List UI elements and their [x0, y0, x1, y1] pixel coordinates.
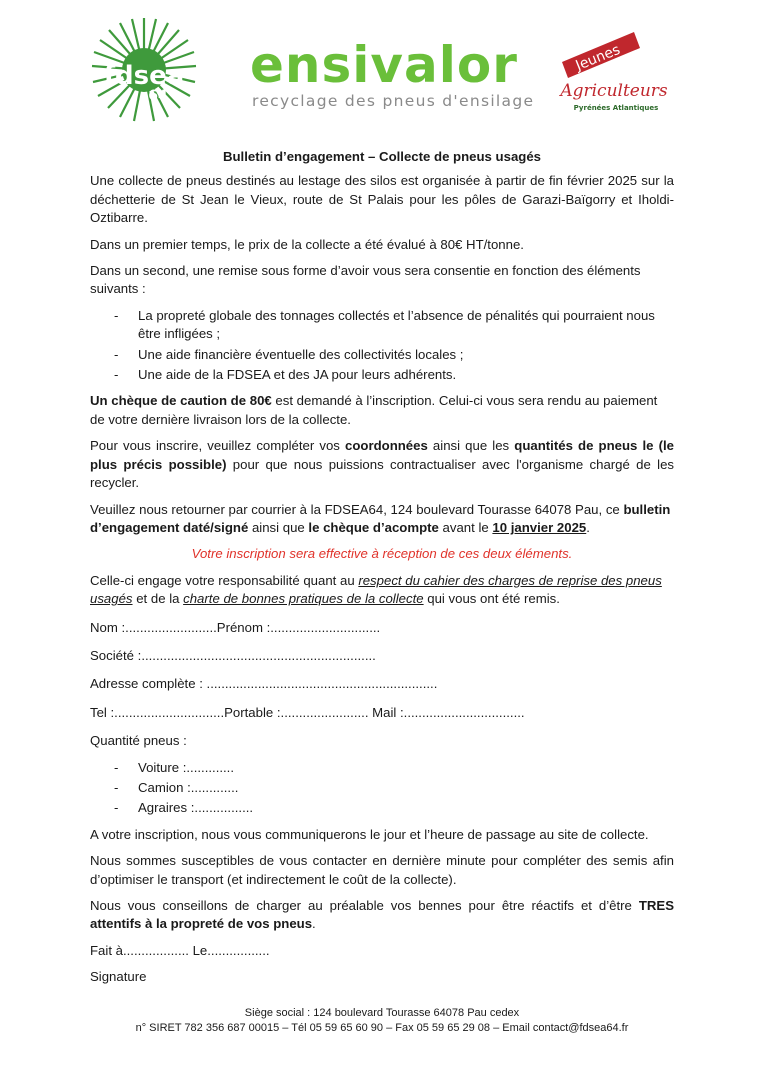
fdsea-logo-sub: 64	[148, 88, 168, 104]
return-text-a: Veuillez nous retourner par courrier à la FDSEA64, 124 boulevard Tourasse 64078 Pau, ce	[90, 501, 624, 517]
paragraph-intro: Une collecte de pneus destinés au lestage des silos est organisée à partir de fin février 2025 sur la déchetterie de St Jean le Vieux, route de St Palais pour les pôles de Garazi-Baïgorry et Iholdi-Oztibarre.	[90, 173, 674, 226]
return-text-e: avant le	[438, 519, 493, 535]
return-text-c: ainsi que	[248, 519, 309, 535]
register-text-c: ainsi que les	[427, 438, 515, 454]
fdsea-logo-text: fdsea	[103, 61, 185, 91]
ensivalor-logo	[240, 36, 535, 122]
return-cheque: le chèque d’acompte	[308, 519, 439, 535]
register-text-e: pour que nous puissions contractualiser avec l'organisme chargé de les recycler.	[90, 456, 674, 491]
advice-bold: TRES attentifs à la propreté de vos pneus	[90, 898, 674, 932]
register-text-a: Pour vous inscrire, veuillez compléter vos	[90, 438, 345, 454]
quantity-voiture: - Voiture :.............	[90, 759, 674, 777]
paragraph-return	[90, 501, 674, 538]
ja-logo-line1: Jeunes	[573, 41, 623, 75]
return-text-g: .	[586, 519, 590, 535]
paragraph-discount: Dans un second, une remise sous forme d’avoir vous sera consentie en fonction des éléments suivants :	[90, 263, 641, 297]
footer	[0, 1006, 764, 1036]
paragraph-advice	[90, 897, 674, 934]
advice-text-c: .	[312, 916, 316, 932]
paragraph-price: Dans un premier temps, le prix de la collecte a été évalué à 80€ HT/tonne.	[90, 236, 524, 252]
list-item: - La propreté globale des tonnages collectés et l’absence de pénalités qui pourraient nous être infligées ;	[90, 307, 674, 344]
list-item: - Une aide financière éventuelle des collectivités locales ;	[90, 346, 674, 364]
list-item: - Une aide de la FDSEA et des JA pour leurs adhérents.	[90, 366, 674, 384]
effective-registration-note: Votre inscription sera effective à réception de ces deux éléments.	[191, 546, 573, 562]
field-adresse: Adresse complète : ...............................................................	[90, 676, 438, 692]
quantity-camion: - Camion :.............	[90, 779, 674, 797]
resp-cahier-link: respect du cahier des charges de reprise des pneus usagés	[90, 572, 662, 607]
register-quantites: quantités de pneus le (le plus précis possible)	[90, 438, 674, 472]
fait-a-le: Fait à.................. Le.................	[90, 942, 270, 958]
quantity-list	[90, 759, 674, 818]
discount-criteria-list	[90, 307, 674, 385]
footer-contact: n° SIRET 782 356 687 00015 – Tél 05 59 65 60 90 – Fax 05 59 65 29 08 – Email contact@fdsea64.fr	[135, 1022, 629, 1034]
field-nom-prenom: Nom :.........................Prénom :..............................	[90, 619, 381, 635]
ja-logo-line3: Pyrénées Atlantiques	[573, 104, 659, 112]
resp-text-c: et de la	[132, 591, 184, 607]
register-coordonnees: coordonnées	[345, 438, 428, 454]
caution-amount: Un chèque de caution de 80€	[90, 393, 272, 409]
paragraph-contact: Nous sommes susceptibles de vous contacter en dernière minute pour compléter des semis afin d’optimiser le transport (et indirectement le coût de la collecte).	[90, 853, 674, 887]
signature-label: Signature	[90, 969, 147, 985]
fdsea-logo	[90, 16, 198, 124]
resp-text-a: Celle-ci engage votre responsabilité quant au	[90, 572, 359, 588]
ensivalor-wordmark: ensivalor	[250, 36, 518, 94]
paragraph-caution	[90, 392, 674, 429]
document-body	[90, 148, 674, 995]
document-title: Bulletin d’engagement – Collecte de pneus usagés	[222, 149, 542, 164]
caution-text: est demandé à l’inscription. Celui-ci vous sera rendu au paiement de votre dernière livraison lors de la collecte.	[90, 393, 658, 427]
return-bulletin: bulletin d’engagement daté/signé	[90, 501, 671, 535]
return-deadline: 10 janvier 2025	[492, 519, 587, 535]
advice-text-a: Nous vous conseillons de charger au préalable vos bennes pour être réactifs et d’être	[90, 898, 639, 913]
footer-address: Siège social : 124 boulevard Tourasse 64078 Pau cedex	[244, 1007, 520, 1019]
resp-text-e: qui vous ont été remis.	[423, 591, 560, 607]
jeunes-agriculteurs-logo	[552, 18, 678, 122]
quantity-label: Quantité pneus :	[90, 733, 187, 749]
ensivalor-tagline: recyclage des pneus d'ensilage	[252, 92, 535, 110]
ja-logo-line2: Agriculteurs	[560, 81, 668, 101]
quantity-agraires: - Agraires :................	[90, 799, 674, 817]
paragraph-responsibility	[90, 572, 674, 609]
resp-charte-link: charte de bonnes pratiques de la collecte	[183, 591, 424, 607]
paragraph-register	[90, 437, 674, 492]
field-tel-portable-mail: Tel :..............................Portable :........................ Mail :.................................	[90, 704, 525, 720]
field-societe: Société :................................................................	[90, 647, 376, 663]
paragraph-schedule: A votre inscription, nous vous communiquerons le jour et l’heure de passage au site de collecte.	[90, 826, 649, 842]
